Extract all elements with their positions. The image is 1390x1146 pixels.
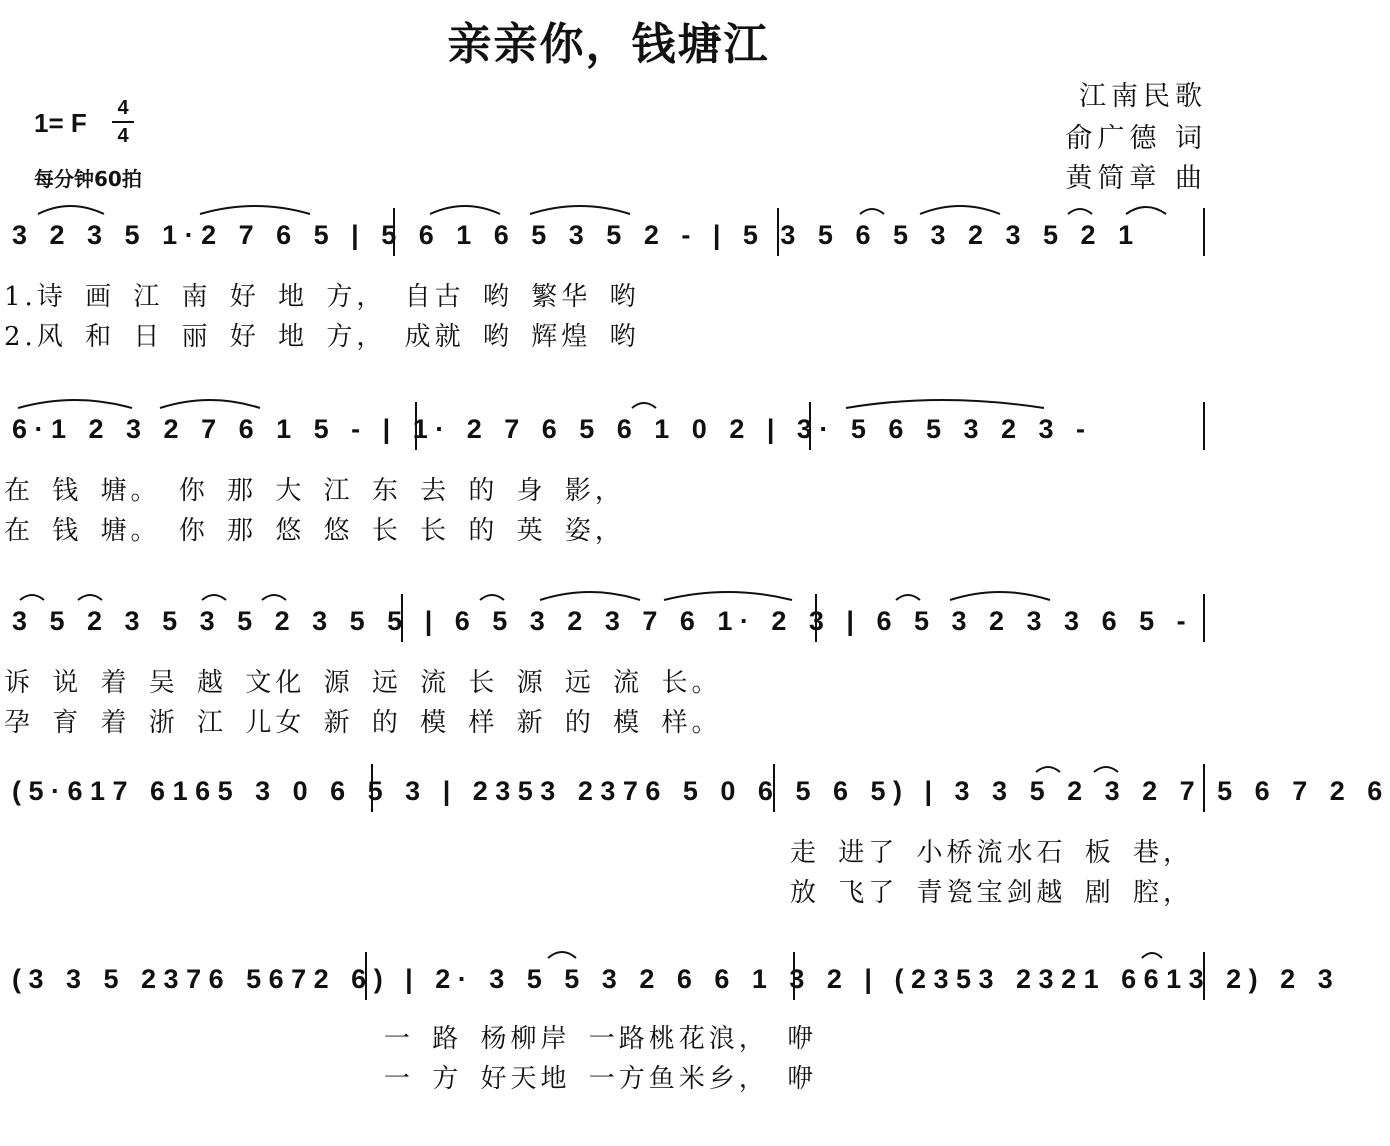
time-sig-bottom: 4 (117, 125, 129, 147)
system-2-lyric-verse-2: 在 钱 塘。 你 那 悠 悠 长 长 的 英 姿， (4, 516, 625, 546)
system-5-notes: (3 3 5 2376 5672 6) | 2· 3 5 5 3 2 6 6 1 3 2 | (2353 2321 6613 2) 2 3 (12, 964, 1341, 994)
time-signature (112, 96, 134, 148)
credit-composer: 黄简章 曲 (1065, 163, 1207, 194)
time-sig-divider (112, 121, 134, 123)
system-5-lyric-verse-2: 一 方 好天地 一方鱼米乡， 咿 (384, 1064, 818, 1094)
system-4-lyric-verse-2: 放 飞了 青瓷宝剑越 剧 腔， (790, 878, 1194, 908)
system-5-lyric-verse-1: 一 路 杨柳岸 一路桃花浪， 咿 (384, 1024, 818, 1054)
credit-origin: 江南民歌 (1079, 81, 1207, 112)
system-2-notes: 6·1 2 3 2 7 6 1 5 - | 1· 2 7 6 5 6 1 0 2 | 3· 5 6 5 3 2 3 - (12, 414, 1093, 444)
system-3-notes: 3 5 2 3 5 3 5 2 3 5 5 | 6 5 3 2 3 7 6 1· 2 3 | 6 5 3 2 3 3 6 5 - (12, 606, 1194, 636)
system-1-notes: 3 2 3 5 1·2 7 6 5 | 5 6 1 6 5 3 5 2 - | 5 3 5 6 5 3 2 3 5 2 1 (12, 220, 1141, 250)
system-4-notes: (5·617 6165 3 0 6 5 3 | 2353 2376 5 0 6 5 6 5) | 3 3 5 2 3 2 7 5 6 7 2 6 (12, 776, 1390, 806)
system-3-lyric-verse-1: 诉 说 着 吴 越 文化 源 远 流 长 源 远 流 长。 (4, 668, 722, 698)
song-title: 亲亲你，钱塘江 (447, 19, 770, 70)
system-3-lyric-verse-2: 孕 育 着 浙 江 儿女 新 的 模 样 新 的 模 样。 (4, 708, 722, 738)
time-sig-top: 4 (117, 97, 129, 119)
system-4-lyric-verse-1: 走 进了 小桥流水石 板 巷， (790, 838, 1194, 868)
key-signature: 1= F (34, 108, 87, 138)
system-2-lyric-verse-1: 在 钱 塘。 你 那 大 江 东 去 的 身 影， (4, 476, 625, 506)
system-1-lyric-verse-1: 1.诗 画 江 南 好 地 方， 自古 哟 繁华 哟 (4, 282, 640, 312)
system-1-lyric-verse-2: 2.风 和 日 丽 好 地 方， 成就 哟 辉煌 哟 (4, 322, 640, 352)
credit-lyricist: 俞广德 词 (1065, 123, 1207, 154)
tempo-marking: 每分钟60拍 (34, 167, 142, 191)
